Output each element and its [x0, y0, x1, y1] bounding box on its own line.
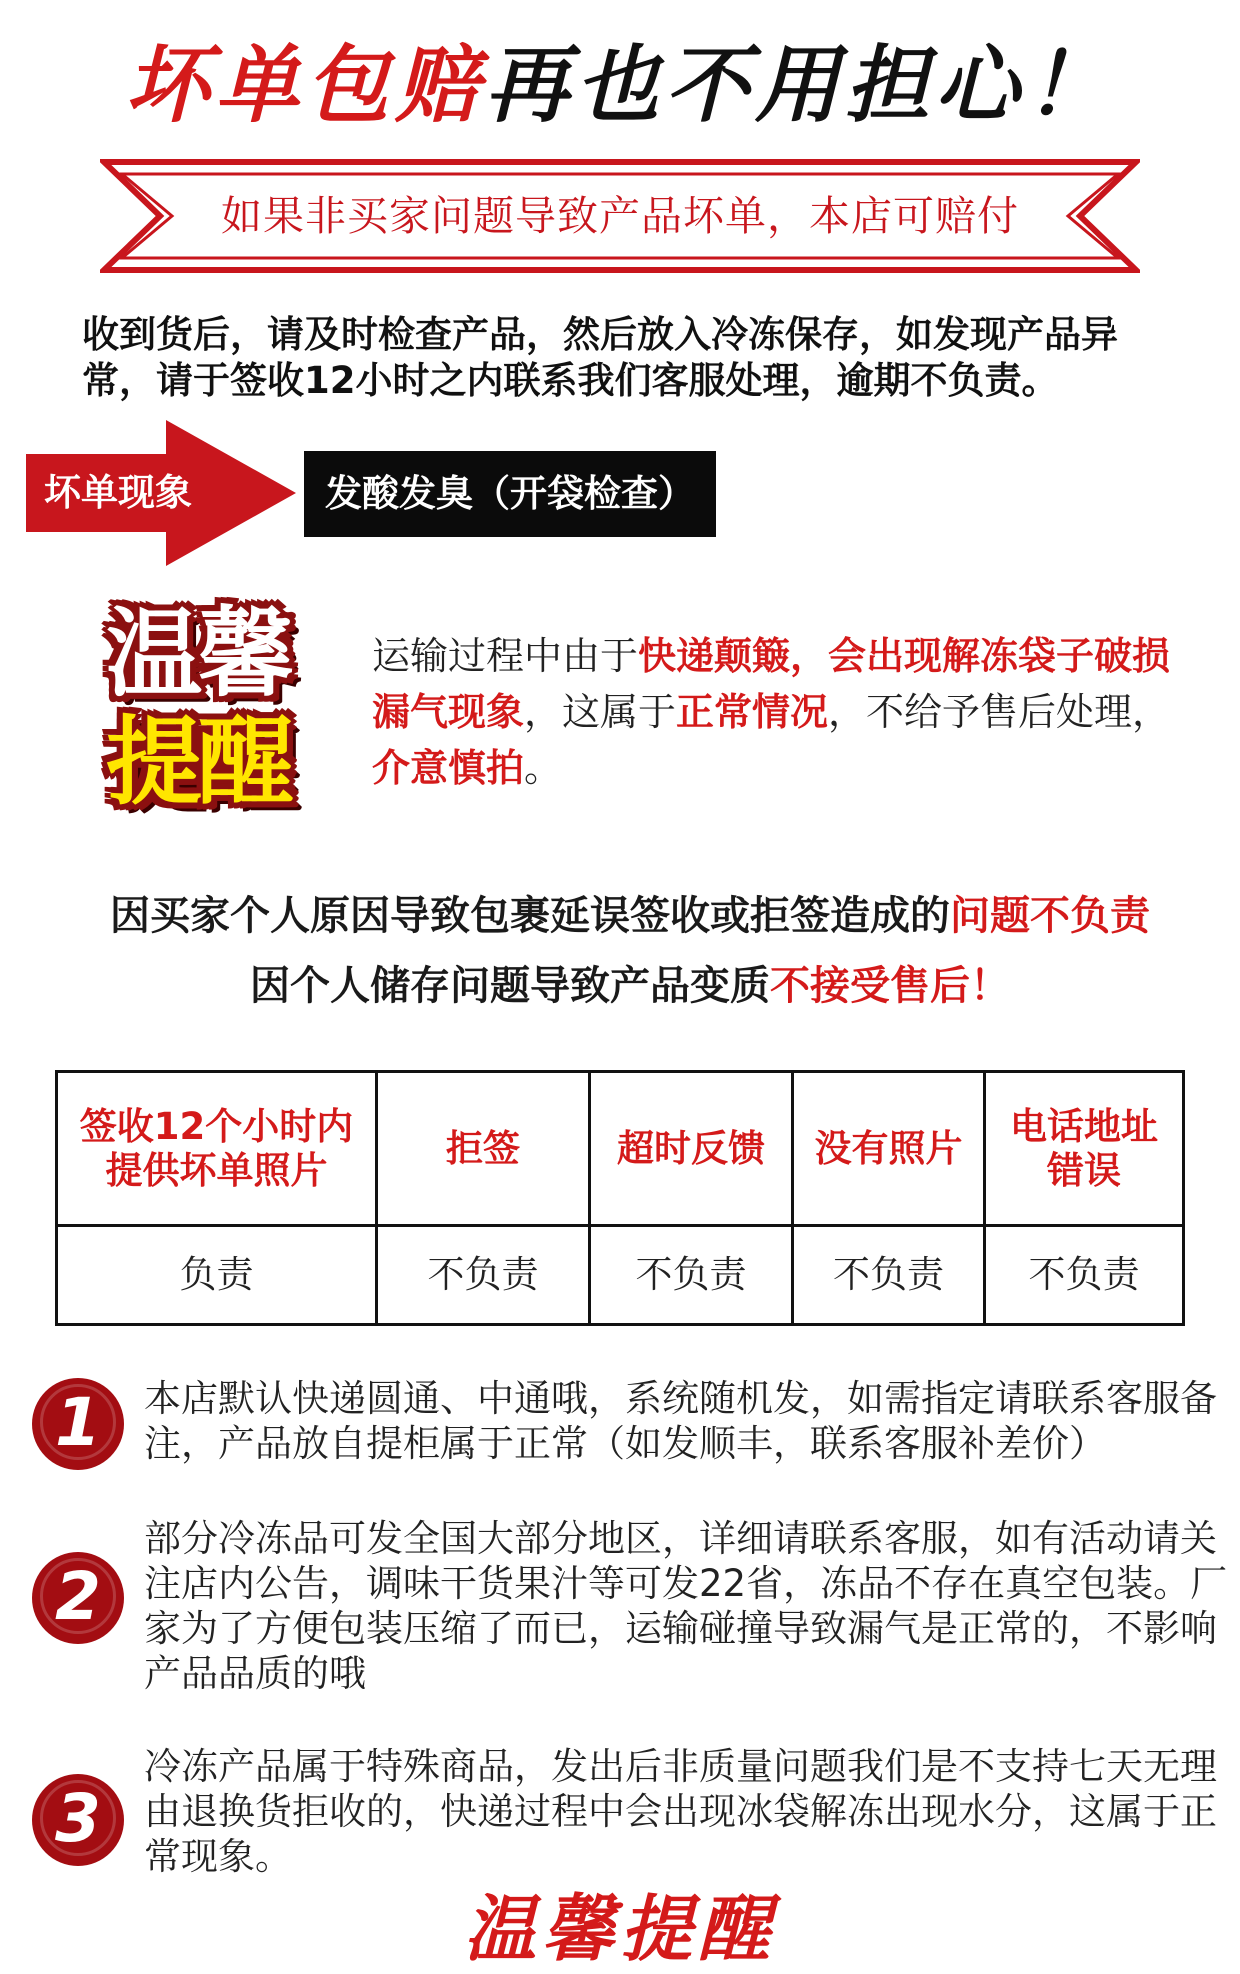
table-header-cell: 签收12个小时内提供坏单照片 — [58, 1073, 378, 1224]
number-badge-2: 2 — [32, 1552, 124, 1644]
badge-line-2: 提醒 — [106, 706, 290, 818]
ribbon-text: 如果非买家问题导致产品坏单，本店可赔付 — [221, 192, 1019, 240]
table-header-cell: 超时反馈 — [591, 1073, 794, 1224]
notice-line-2 — [40, 956, 1220, 1016]
reminder-text — [372, 628, 1182, 796]
table-header-cell: 没有照片 — [794, 1073, 986, 1224]
intro-paragraph: 收到货后，请及时检查产品，然后放入冷冻保存，如发现产品异常，请于签收12小时之内联系我们客服处理，逾期不负责。 — [82, 313, 1118, 402]
table-cell: 不负责 — [1028, 1253, 1140, 1296]
title-red-part: 坏单包赔 — [124, 36, 485, 134]
notice-line-1 — [40, 886, 1220, 946]
reminder-part-2: ，这属于 — [524, 690, 677, 734]
reminder-highlight-2: 正常情况 — [676, 690, 829, 734]
footer-title: 温馨提醒 — [463, 1887, 776, 1971]
table-cell: 不负责 — [794, 1227, 986, 1323]
table-row — [58, 1227, 1182, 1323]
table-header-cell: 电话地址错误 — [1010, 1104, 1158, 1192]
reminder-highlight-3: 介意慎拍 — [372, 746, 525, 790]
list-item: 部分冷冻品可发全国大部分地区，详细请联系客服，如有活动请关注店内公告，调味干货果汁等可发22省，冻品不存在真空包装。厂家为了方便包装压缩了而已，运输碰撞导致漏气是正常的，不影响产品品质的哦 — [144, 1517, 1228, 1695]
warm-reminder-badge — [92, 600, 304, 820]
table-cell: 不负责 — [378, 1227, 591, 1323]
badge-line-1: 温馨 — [106, 598, 290, 710]
list-item: 本店默认快递圆通、中通哦，系统随机发，如需指定请联系客服备注，产品放自提柜属于正常（如发顺丰，联系客服补差价） — [144, 1377, 1217, 1465]
title-black-part: 再也不用担心！ — [485, 36, 1116, 134]
reminder-part-1: 运输过程中由于 — [372, 634, 639, 678]
reminder-part-3: ，不给予售后处理， — [828, 690, 1171, 734]
bad-order-label: 坏单现象 — [44, 471, 192, 514]
number-badge-1: 1 — [32, 1378, 124, 1470]
table-cell: 不负责 — [591, 1227, 794, 1323]
table-cell: 负责 — [58, 1227, 378, 1323]
bad-order-tag: 发酸发臭（开袋检查） — [304, 451, 716, 537]
reminder-part-4: 。 — [524, 746, 563, 790]
notice-2-highlight: 不接受售后！ — [770, 963, 1010, 1009]
page-title — [0, 30, 1240, 140]
responsibility-table — [55, 1070, 1185, 1326]
list-item: 冷冻产品属于特殊商品，发出后非质量问题我们是不支持七天无理由退换货拒收的，快递过程中会出现冰袋解冻出现水分，这属于正常现象。 — [144, 1745, 1217, 1878]
table-header-row — [58, 1073, 1182, 1227]
notice-1-highlight: 问题不负责 — [950, 893, 1150, 939]
number-badge-3: 3 — [32, 1774, 124, 1866]
notice-2-text: 因个人储存问题导致产品变质 — [250, 963, 770, 1009]
notice-1-text: 因买家个人原因导致包裹延误签收或拒签造成的 — [110, 893, 950, 939]
table-header-cell: 拒签 — [378, 1073, 591, 1224]
reminder-highlight-1: 快递颠簸，会出现解冻袋子破损漏气现象 — [372, 634, 1171, 734]
